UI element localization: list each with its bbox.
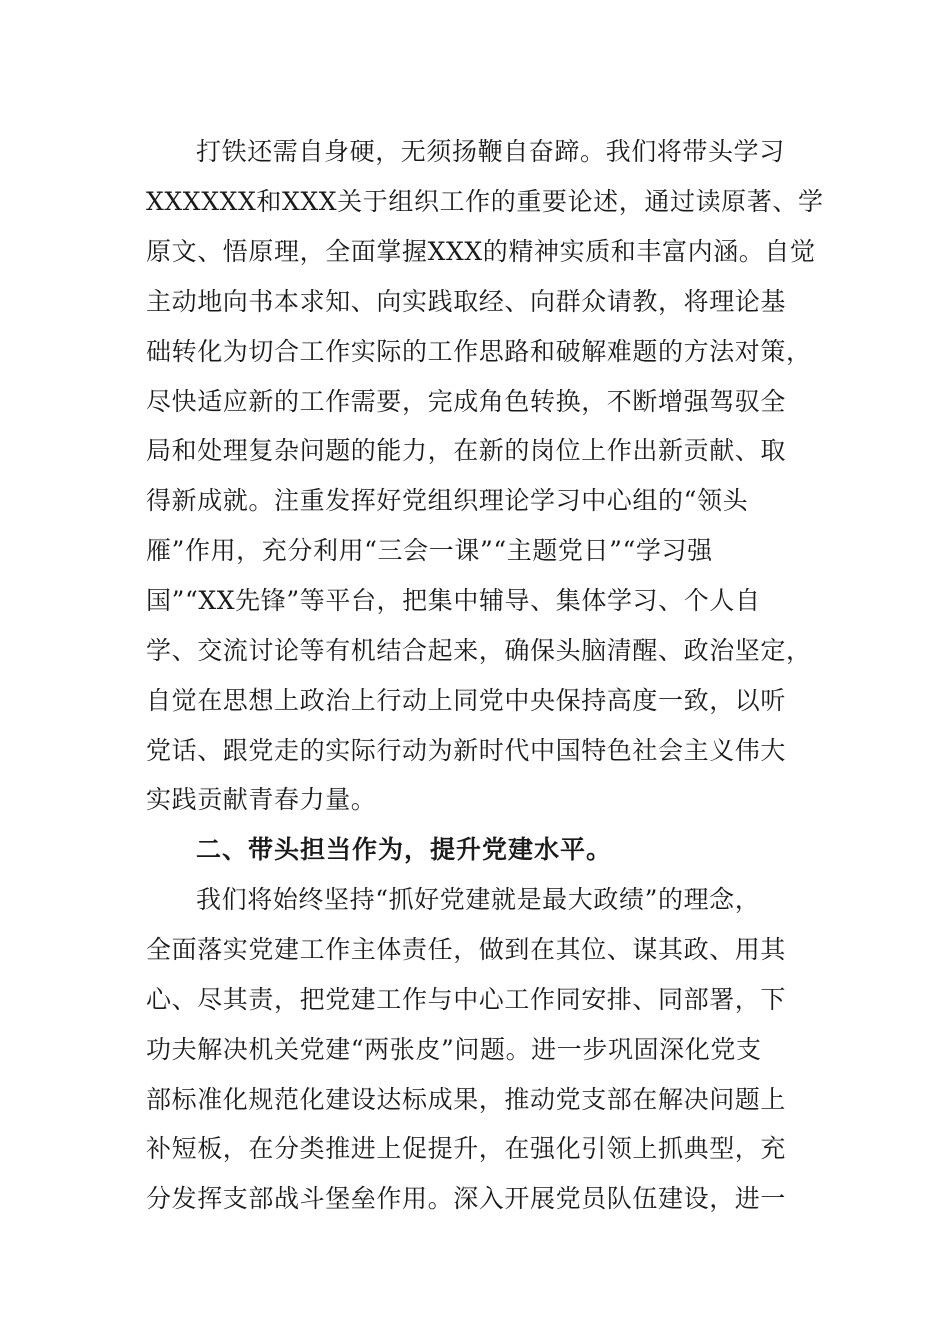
paragraph-2-line-2: 全面落实党建工作主体责任，做到在其位、谋其政、用其	[146, 935, 787, 964]
paragraph-1-line-11: 学、交流讨论等有机结合起来，确保头脑清醒、政治坚定，	[146, 636, 812, 665]
paragraph-1-line-14: 实践贡献青春力量。	[146, 785, 377, 814]
paragraph-2-line-6: 补短板，在分类推进上促提升，在强化引领上抓典型，充	[146, 1134, 787, 1163]
paragraph-1-line-6: 尽快适应新的工作需要，完成角色转换，不断增强驾驭全	[146, 387, 787, 416]
paragraph-2-line-7: 分发挥支部战斗堡垒作用。深入开展党员队伍建设，进一	[146, 1184, 787, 1213]
paragraph-1-line-12: 自觉在思想上政治上行动上同党中央保持高度一致，以听	[146, 686, 787, 715]
paragraph-2-line-1: 我们将始终坚持“抓好党建就是最大政绩”的理念，	[196, 885, 761, 914]
paragraph-1-line-1: 打铁还需自身硬，无须扬鞭自奋蹄。我们将带头学习	[196, 137, 785, 166]
paragraph-2-line-3: 心、尽其责，把党建工作与中心工作同安排、同部署，下	[146, 985, 787, 1014]
paragraph-1-line-9: 雁”作用，充分利用“三会一课”“主题党日”“学习强	[146, 536, 713, 565]
paragraph-2-line-4: 功夫解决机关党建“两张皮”问题。进一步巩固深化党支	[146, 1035, 762, 1064]
paragraph-1-line-10: 国”“XX先锋”等平台，把集中辅导、集体学习、个人自	[146, 586, 761, 615]
section-heading: 二、带头担当作为，提升党建水平。	[196, 835, 613, 864]
paragraph-1-line-8: 得新成就。注重发挥好党组织理论学习中心组的“领头	[146, 486, 749, 515]
paragraph-2-line-5: 部标准化规范化建设达标成果，推动党支部在解决问题上	[146, 1085, 787, 1114]
paragraph-1-line-3: 原文、悟原理，全面掌握XXX的精神实质和丰富内涵。自觉	[146, 237, 816, 266]
paragraph-1-line-5: 础转化为切合工作实际的工作思路和破解难题的方法对策，	[146, 337, 812, 366]
paragraph-1-line-2: XXXXXX和XXX关于组织工作的重要论述，通过读原著、学	[146, 187, 824, 216]
paragraph-1-line-7: 局和处理复杂问题的能力，在新的岗位上作出新贡献、取	[146, 436, 787, 465]
paragraph-1-line-13: 党话、跟党走的实际行动为新时代中国特色社会主义伟大	[146, 736, 787, 765]
paragraph-1-line-4: 主动地向书本求知、向实践取经、向群众请教，将理论基	[146, 287, 787, 316]
